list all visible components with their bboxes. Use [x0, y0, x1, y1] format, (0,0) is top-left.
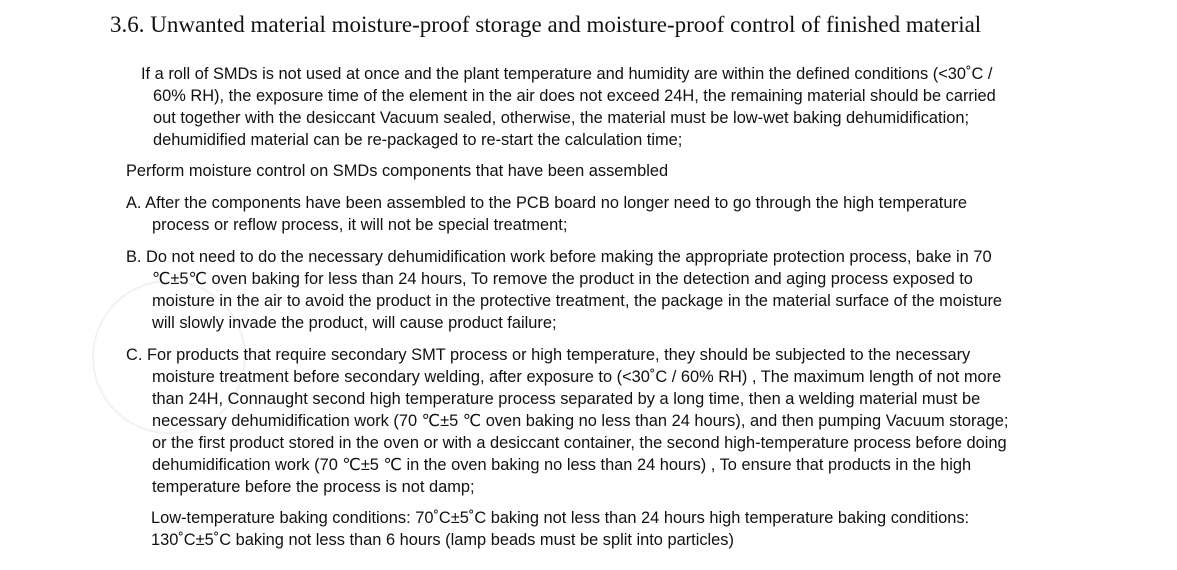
- text-line: will slowly invade the product, will cause product failure;: [152, 314, 557, 332]
- perform-paragraph: [126, 160, 668, 182]
- text-line: dehumidified material can be re-packaged to re-start the calculation time;: [153, 131, 683, 149]
- text-line: out together with the desiccant Vacuum sealed, otherwise, the material must be low-wet baking dehumidification;: [153, 109, 970, 127]
- text-line: B. Do not need to do the necessary dehumidification work before making the appropriate protection process, bake in 70: [126, 248, 992, 266]
- text-line: Low-temperature baking conditions: 70˚C±5˚C baking not less than 24 hours high temperature baking conditions:: [151, 509, 970, 527]
- baking-conditions-paragraph: [151, 507, 969, 551]
- text-line: C. For products that require secondary SMT process or high temperature, they should be subjected to the necessary: [126, 346, 971, 364]
- text-line: dehumidification work (70 ℃±5 ℃ in the oven baking no less than 24 hours) , To ensure that products in the high: [152, 456, 972, 474]
- text-line: than 24H, Connaught second high temperature process separated by a long time, then a welding material must be: [152, 390, 981, 408]
- section-title: 3.6. Unwanted material moisture-proof storage and moisture-proof control of finished material: [110, 12, 982, 37]
- text-line: moisture treatment before secondary welding, after exposure to (<30˚C / 60% RH) , The maximum length of not more: [152, 368, 1002, 386]
- item-a-paragraph: [126, 192, 967, 236]
- item-b-paragraph: [126, 246, 1002, 334]
- text-line: 60% RH), the exposure time of the element in the air does not exceed 24H, the remaining material should be carried: [153, 87, 996, 105]
- text-line: 130˚C±5˚C baking not less than 6 hours (lamp beads must be split into particles): [151, 531, 734, 549]
- text-line: or the first product stored in the oven or with a desiccant container, the second high-temperature process before doing: [152, 434, 1007, 452]
- text-line: ℃±5℃ oven baking for less than 24 hours, To remove the product in the detection and aging process exposed to: [152, 270, 973, 288]
- text-line: necessary dehumidification work (70 ℃±5 ℃ oven baking no less than 24 hours), and then pumping Vacuum storage;: [152, 412, 1009, 430]
- text-line: moisture in the air to avoid the product in the protective treatment, the package in the material surface of the moisture: [152, 292, 1003, 310]
- item-c-paragraph: [126, 344, 1008, 498]
- text-line: A. After the components have been assembled to the PCB board no longer need to go through the high temperature: [126, 194, 968, 212]
- text-line: If a roll of SMDs is not used at once and the plant temperature and humidity are within the defined conditions (<30˚C /: [141, 65, 993, 83]
- text-line: process or reflow process, it will not be special treatment;: [152, 216, 568, 234]
- text-line: temperature before the process is not damp;: [152, 478, 475, 496]
- text-line: Perform moisture control on SMDs components that have been assembled: [126, 162, 669, 180]
- intro-paragraph: [141, 63, 996, 151]
